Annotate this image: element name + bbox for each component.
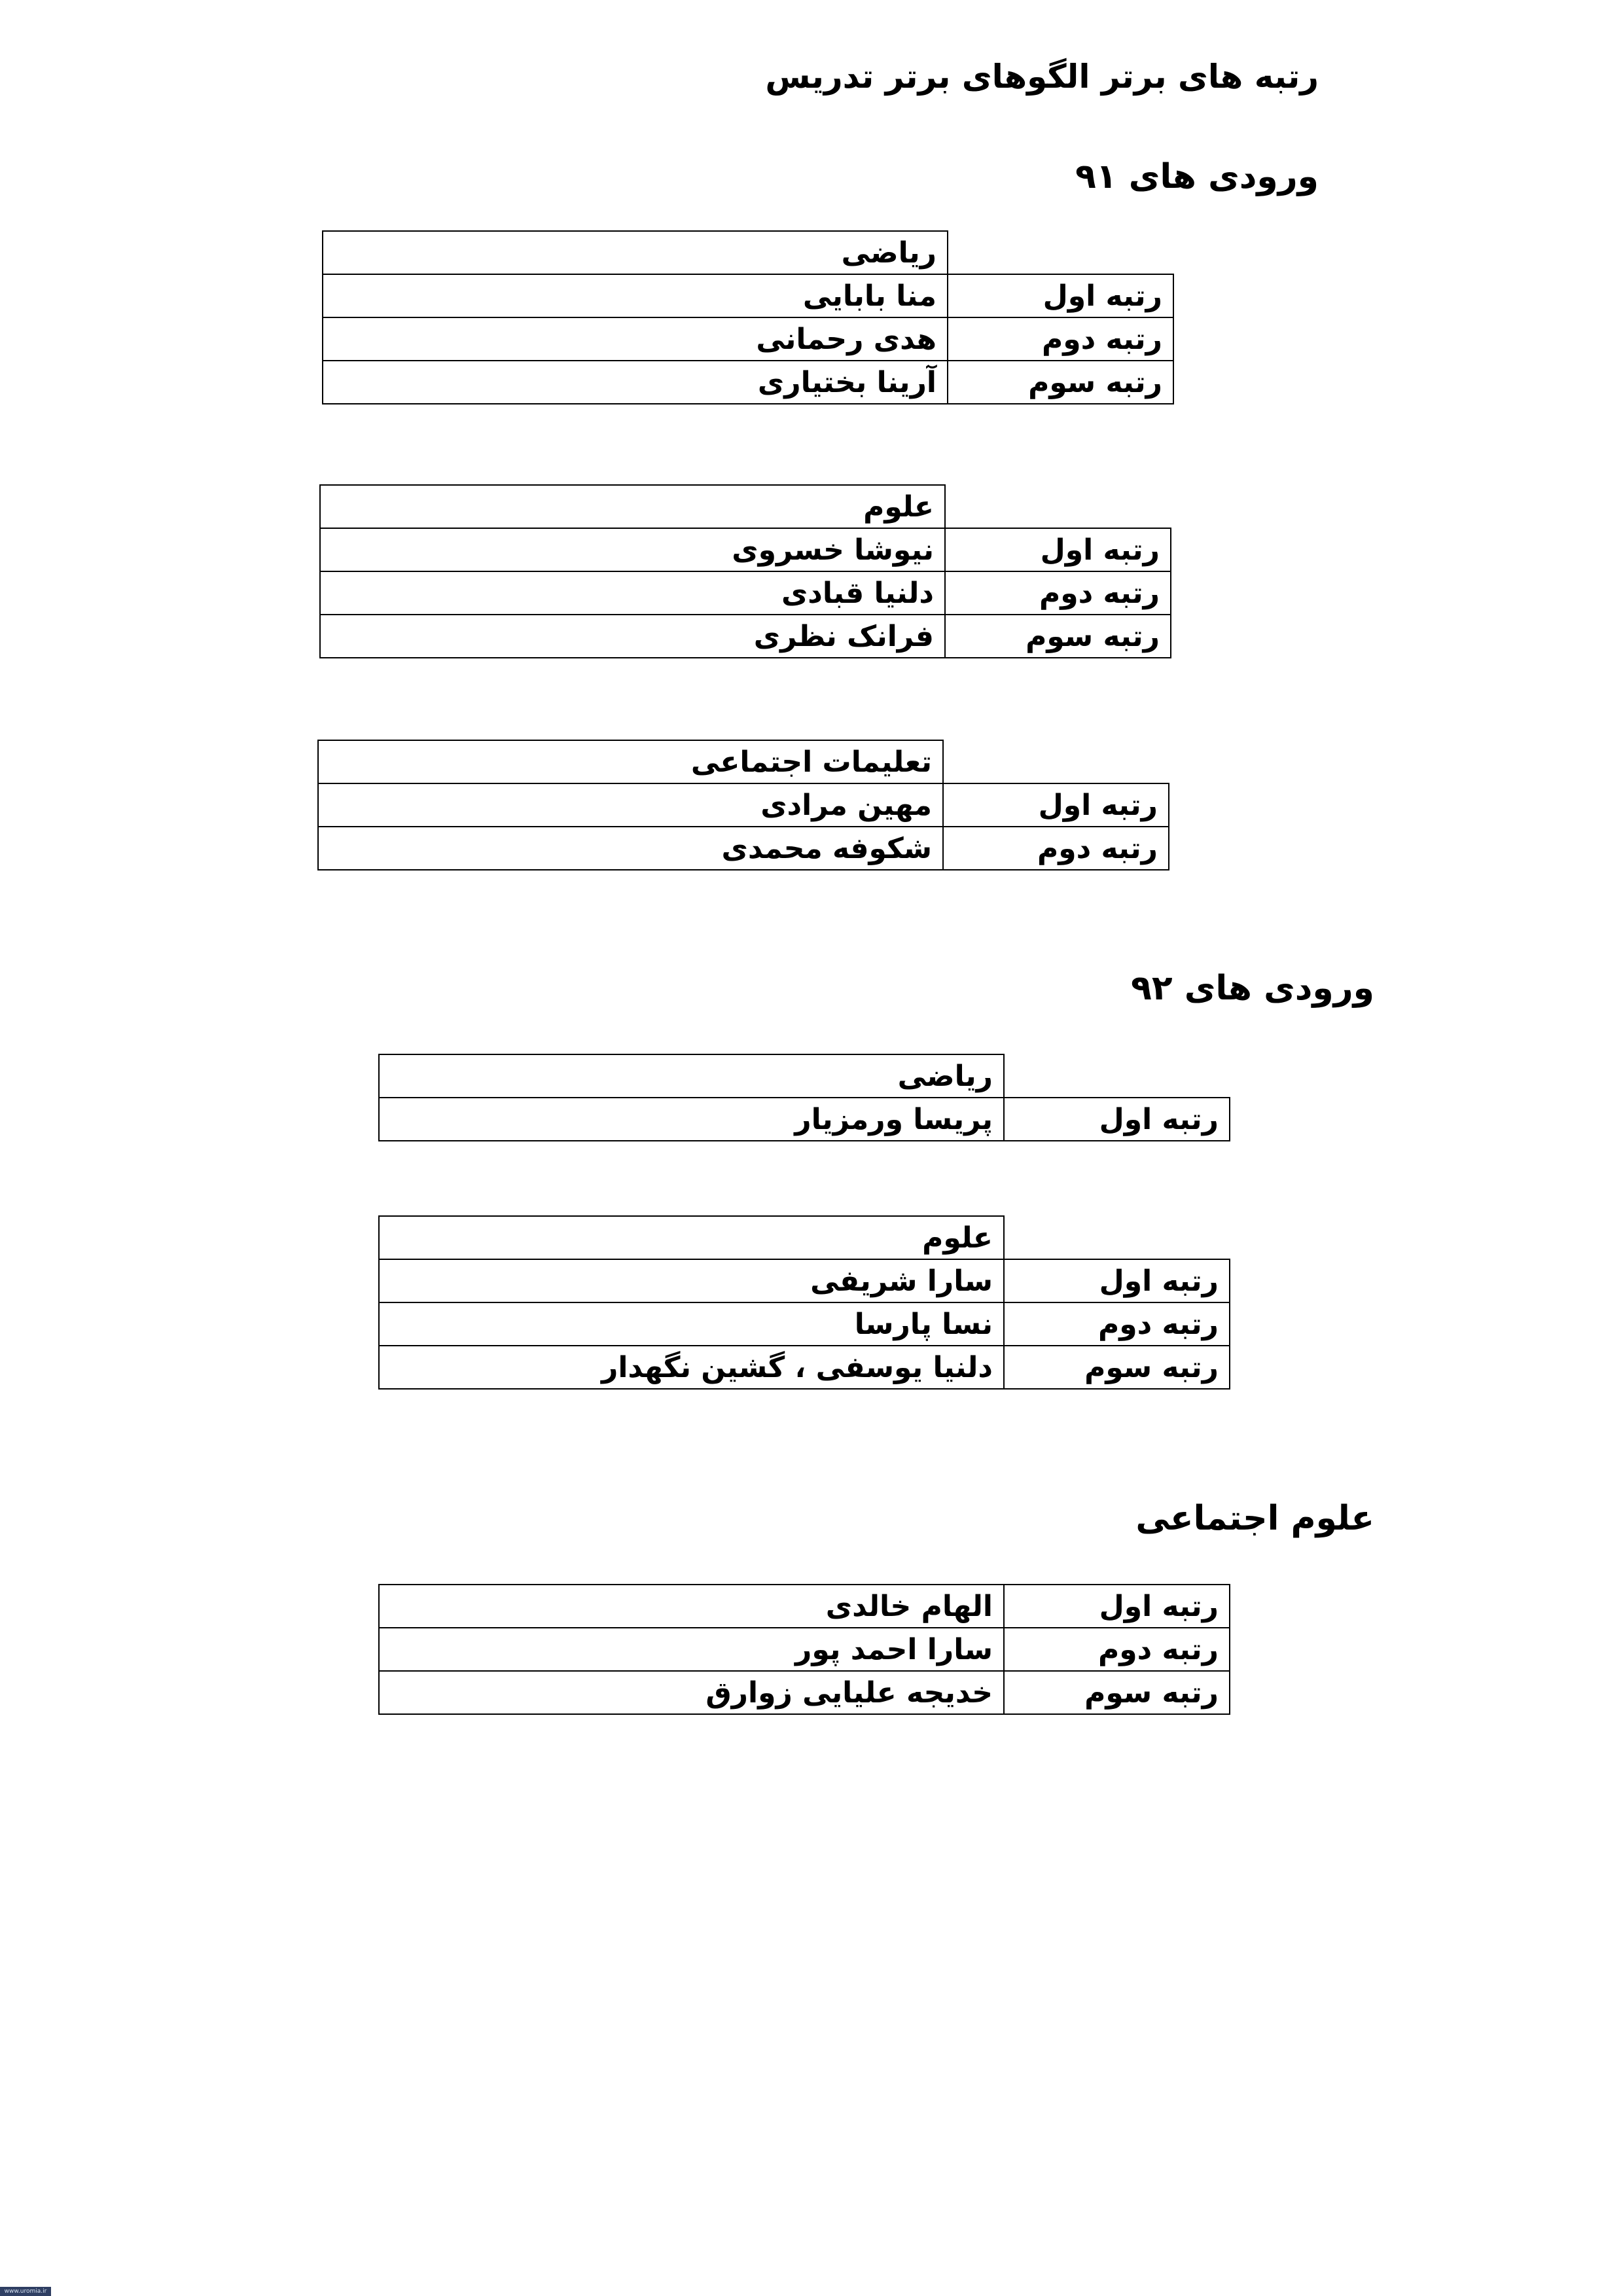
table-row (320, 571, 1171, 615)
table-row (323, 361, 1173, 404)
table-header-row (323, 231, 1173, 274)
empty-header-cell (1004, 1054, 1230, 1098)
table-row (379, 1628, 1230, 1671)
table-row (323, 317, 1173, 361)
student-name-cell: نیوشا خسروی (320, 528, 945, 571)
table-header-row (318, 740, 1169, 783)
student-name-cell: خدیجه علیایی زوارق (379, 1671, 1004, 1714)
table-row (320, 615, 1171, 658)
student-name-cell: سارا احمد پور (379, 1628, 1004, 1671)
empty-header-cell (945, 485, 1171, 528)
section-heading-entrants-91: ورودی های ۹۱ (1075, 157, 1319, 196)
rank-cell: رتبه سوم (1004, 1346, 1230, 1389)
rank-cell: رتبه دوم (948, 317, 1173, 361)
section-heading-entrants-92: ورودی های ۹۲ (1131, 969, 1374, 1008)
rank-cell: رتبه اول (943, 783, 1169, 827)
table-row (379, 1346, 1230, 1389)
subject-cell: علوم (379, 1216, 1004, 1259)
ranking-table-social-sciences (378, 1584, 1230, 1715)
student-name-cell: الهام خالدی (379, 1585, 1004, 1628)
corner-watermark: www.uromia.ir (0, 2287, 51, 2296)
rank-cell: رتبه اول (1004, 1585, 1230, 1628)
table-row (318, 827, 1169, 870)
student-name-cell: نسا پارسا (379, 1302, 1004, 1346)
rank-cell: رتبه اول (945, 528, 1171, 571)
ranking-table-91-social-studies (317, 740, 1169, 870)
student-name-cell: دلنیا قبادی (320, 571, 945, 615)
rank-cell: رتبه دوم (943, 827, 1169, 870)
student-name-cell: فرانک نظری (320, 615, 945, 658)
table-header-row (379, 1216, 1230, 1259)
table-header-row (379, 1054, 1230, 1098)
ranking-table-92-math (378, 1054, 1230, 1141)
ranking-table-91-science (319, 484, 1171, 658)
table-row (379, 1585, 1230, 1628)
student-name-cell: مهین مرادی (318, 783, 943, 827)
rank-cell: رتبه دوم (945, 571, 1171, 615)
ranking-table-91-math (322, 230, 1174, 404)
student-name-cell: شکوفه محمدی (318, 827, 943, 870)
table-row (320, 528, 1171, 571)
table-row (379, 1302, 1230, 1346)
student-name-cell: منا بابایی (323, 274, 948, 317)
section-heading-social-sciences: علوم اجتماعی (1135, 1499, 1374, 1538)
rank-cell: رتبه سوم (948, 361, 1173, 404)
page-title: رتبه های برتر الگوهای برتر تدریس (765, 58, 1319, 96)
subject-cell: ریاضی (323, 231, 948, 274)
table-row (379, 1671, 1230, 1714)
subject-cell: تعلیمات اجتماعی (318, 740, 943, 783)
table-row (323, 274, 1173, 317)
subject-cell: علوم (320, 485, 945, 528)
table-row (379, 1098, 1230, 1141)
empty-header-cell (1004, 1216, 1230, 1259)
student-name-cell: دلنیا یوسفی ، گشین نگهدار (379, 1346, 1004, 1389)
student-name-cell: هدی رحمانی (323, 317, 948, 361)
empty-header-cell (943, 740, 1169, 783)
empty-header-cell (948, 231, 1173, 274)
ranking-table-92-science (378, 1215, 1230, 1390)
rank-cell: رتبه دوم (1004, 1628, 1230, 1671)
rank-cell: رتبه اول (1004, 1098, 1230, 1141)
rank-cell: رتبه دوم (1004, 1302, 1230, 1346)
rank-cell: رتبه سوم (1004, 1671, 1230, 1714)
table-row (318, 783, 1169, 827)
rank-cell: رتبه سوم (945, 615, 1171, 658)
rank-cell: رتبه اول (948, 274, 1173, 317)
table-row (379, 1259, 1230, 1302)
student-name-cell: سارا شریفی (379, 1259, 1004, 1302)
student-name-cell: پریسا ورمزیار (379, 1098, 1004, 1141)
rank-cell: رتبه اول (1004, 1259, 1230, 1302)
table-header-row (320, 485, 1171, 528)
subject-cell: ریاضی (379, 1054, 1004, 1098)
student-name-cell: آرینا بختیاری (323, 361, 948, 404)
